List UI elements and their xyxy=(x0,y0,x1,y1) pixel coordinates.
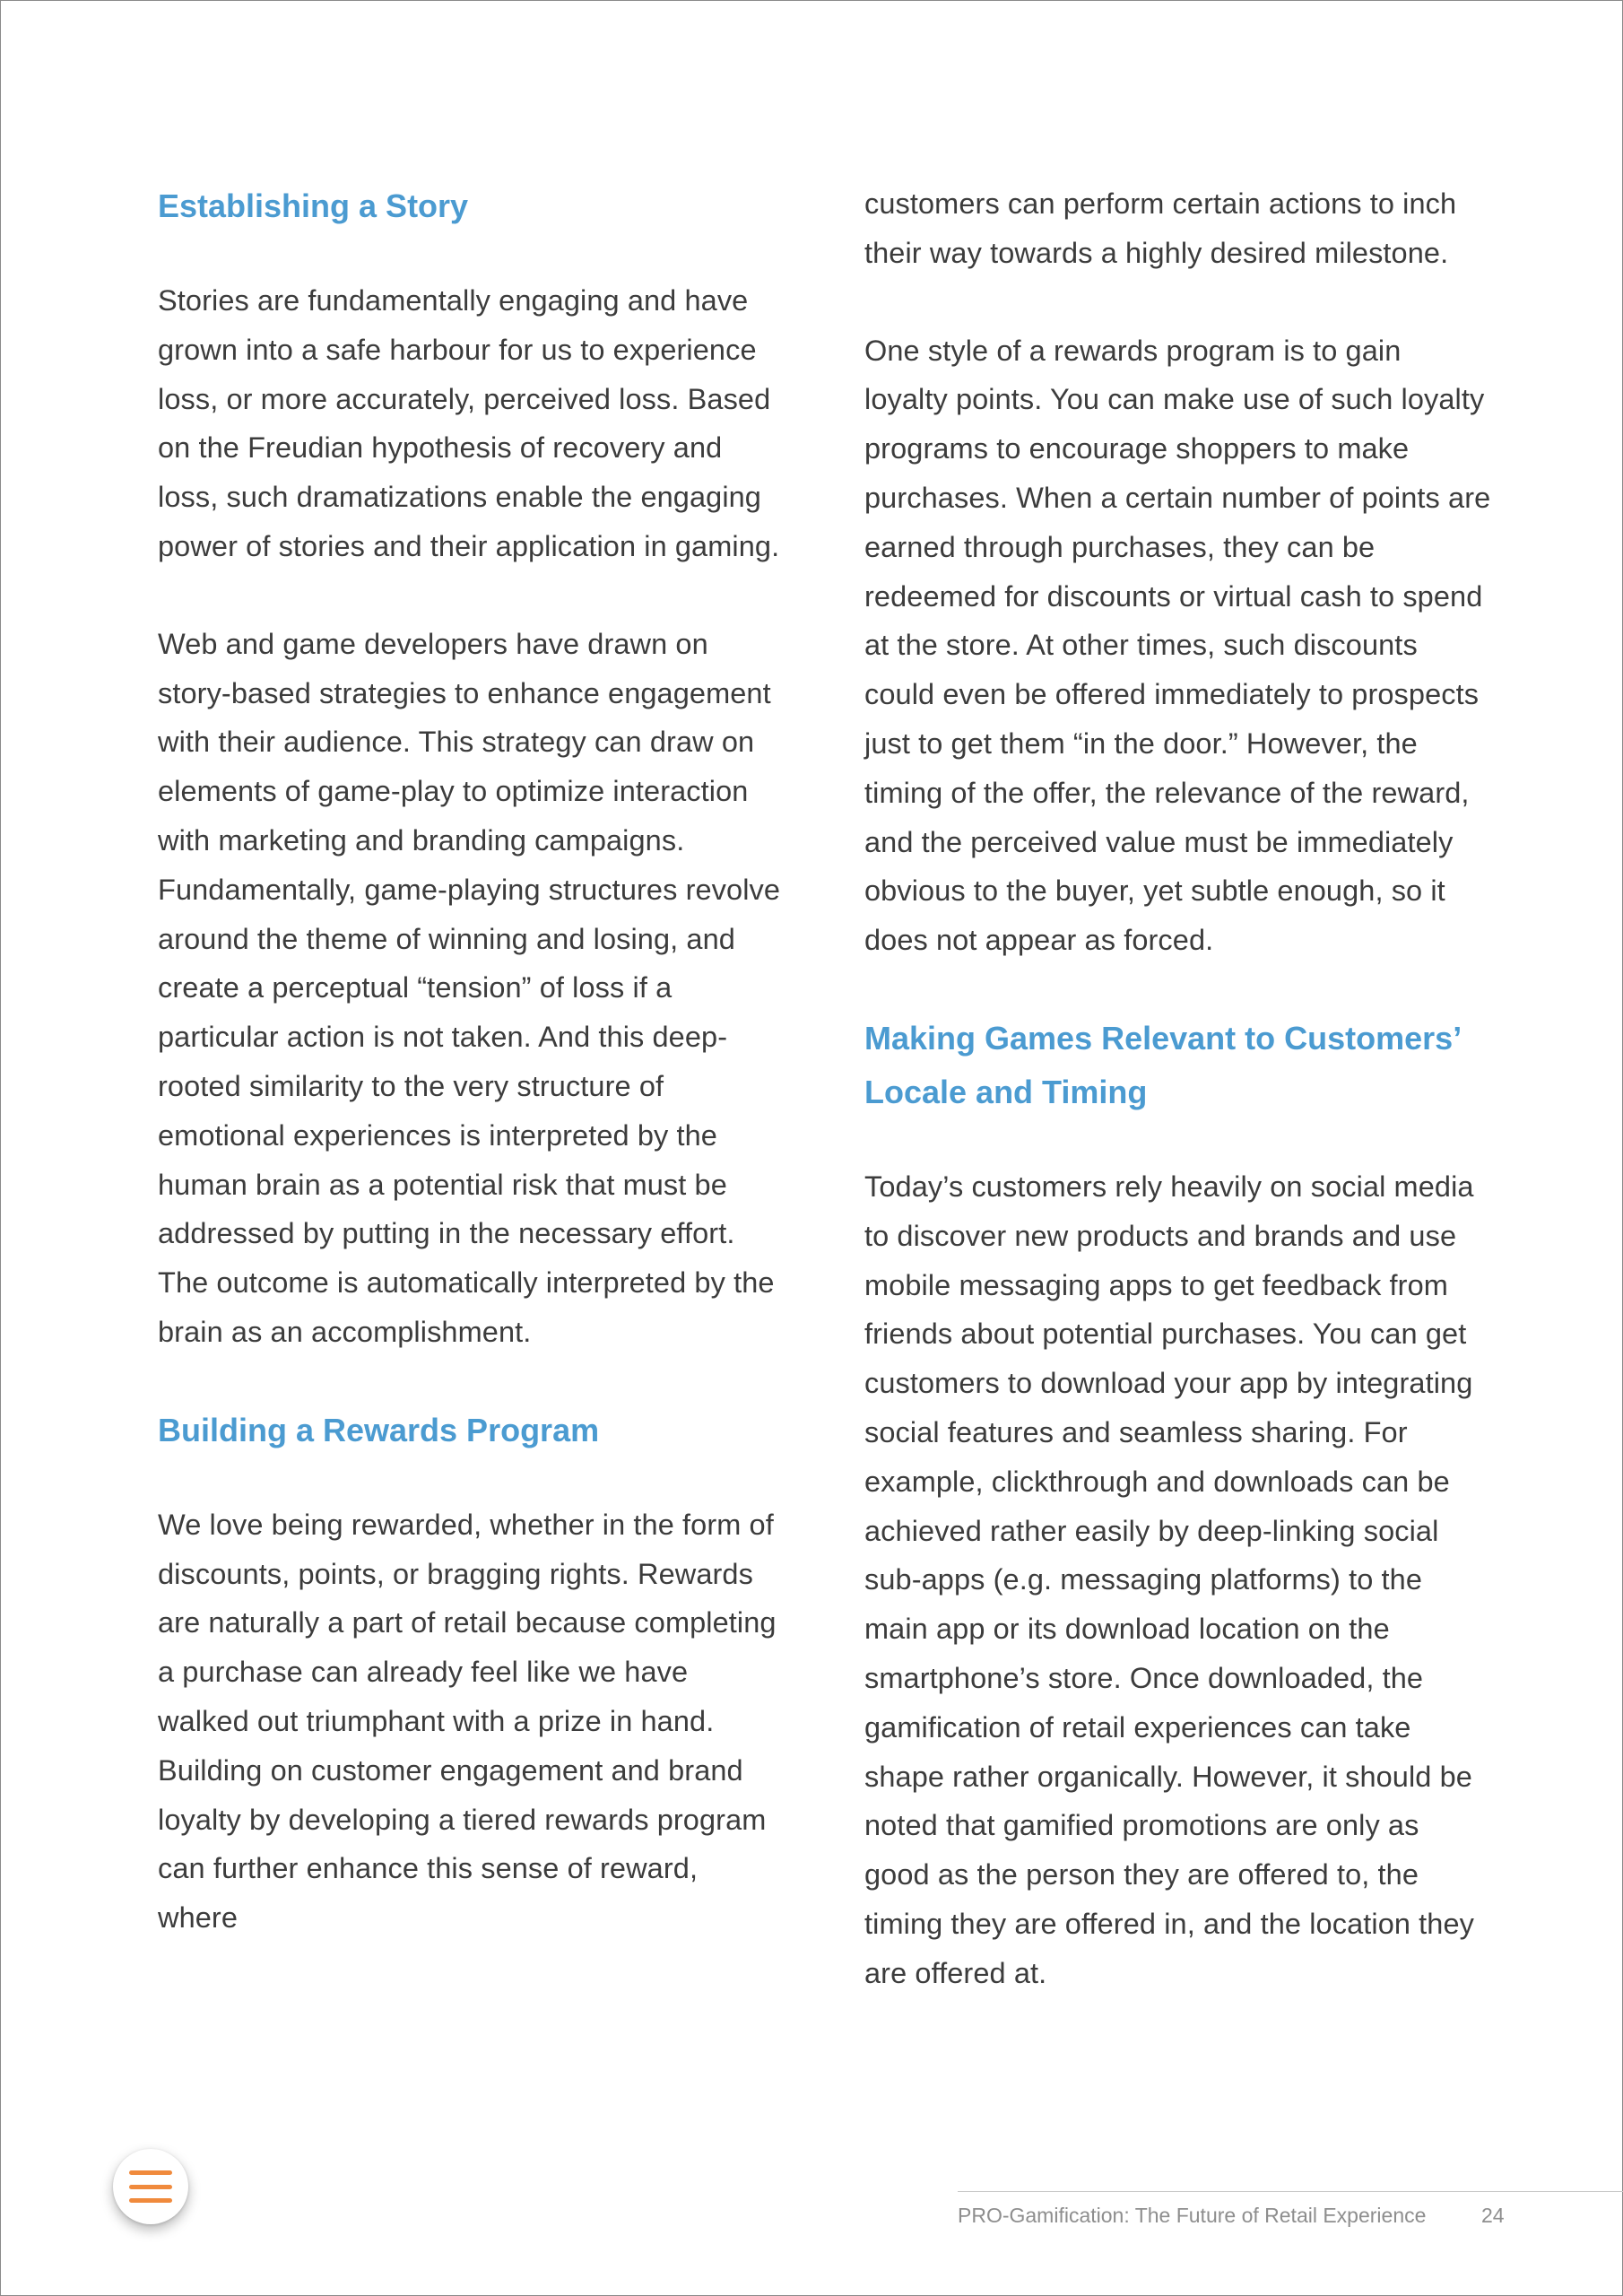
rewards-paragraph-1: We love being rewarded, whether in the form of discounts, points, or bragging rights. Rewards are naturally a part of retail because completing a purchase can already feel like we have walked out triumphant with a prize in hand. Building on customer engagement and brand loyalty by developing a tiered rewards program can further enhance this sense of reward, where xyxy=(158,1508,777,1935)
story-paragraph-1: Stories are fundamentally engaging and have grown into a safe harbour for us to experience loss, or more accurately, perceived loss. Based on the Freudian hypothesis of recovery and loss, such dramatizations enable the engaging power of stories and their application in gaming. xyxy=(158,284,780,562)
footer-divider xyxy=(958,2191,1623,2192)
heading-establishing-a-story: Establishing a Story xyxy=(158,187,469,224)
heading-making-games-relevant: Making Games Relevant to Customers’ Locale and Timing xyxy=(864,1019,1461,1110)
footer-document-title: PRO-Gamification: The Future of Retail Experience xyxy=(958,2204,1427,2227)
locale-paragraph-1: Today’s customers rely heavily on social media to discover new products and brands and use mobile messaging apps to get feedback from friends about potential purchases. You can get customers to download your app by integrating social features and seamless sharing. For example, clickthrough and downloads can be achieved rather easily by deep-linking social sub-apps (e.g. messaging platforms) to the main app or its download location on the smartphone’s store. Once downloaded, the gamification of retail experiences can take shape rather organically. However, it should be noted that gamified promotions are only as good as the person they are offered to, the timing they are offered in, and the location they are offered at. xyxy=(864,1170,1475,1989)
rewards-paragraph-continued: customers can perform certain actions to inch their way towards a highly desired milestone. xyxy=(864,187,1457,269)
menu-button[interactable] xyxy=(113,2149,188,2224)
hamburger-menu-icon xyxy=(129,2170,172,2203)
rewards-paragraph-2: One style of a rewards program is to gain loyalty points. You can make use of such loyalty programs to encourage shoppers to make purchases. When a certain number of points are earned through purchases, they can be redeemed for discounts or virtual cash to spend at the store. At other times, such discounts could even be offered immediately to prospects just to get them “in the door.” However, the timing of the offer, the relevance of the reward, and the perceived value must be immediately obvious to the buyer, yet subtle enough, so it does not appear as forced. xyxy=(864,334,1491,957)
heading-building-a-rewards-program: Building a Rewards Program xyxy=(158,1411,600,1448)
story-paragraph-2: Web and game developers have drawn on story-based strategies to enhance engagement with their audience. This strategy can draw on elements of game-play to optimize interaction with marketing and branding campaigns. Fundamentally, game-playing structures revolve around the theme of winning and losing, and create a perceptual “tension” of loss if a particular action is not taken. And this deep-rooted similarity to the very structure of emotional experiences is interpreted by the human brain as a potential risk that must be addressed by putting in the necessary effort. The outcome is automatically interpreted by the brain as an accomplishment. xyxy=(158,627,781,1348)
right-column xyxy=(864,179,1492,1998)
page-number: 24 xyxy=(1481,2204,1505,2227)
left-column xyxy=(158,179,785,1943)
